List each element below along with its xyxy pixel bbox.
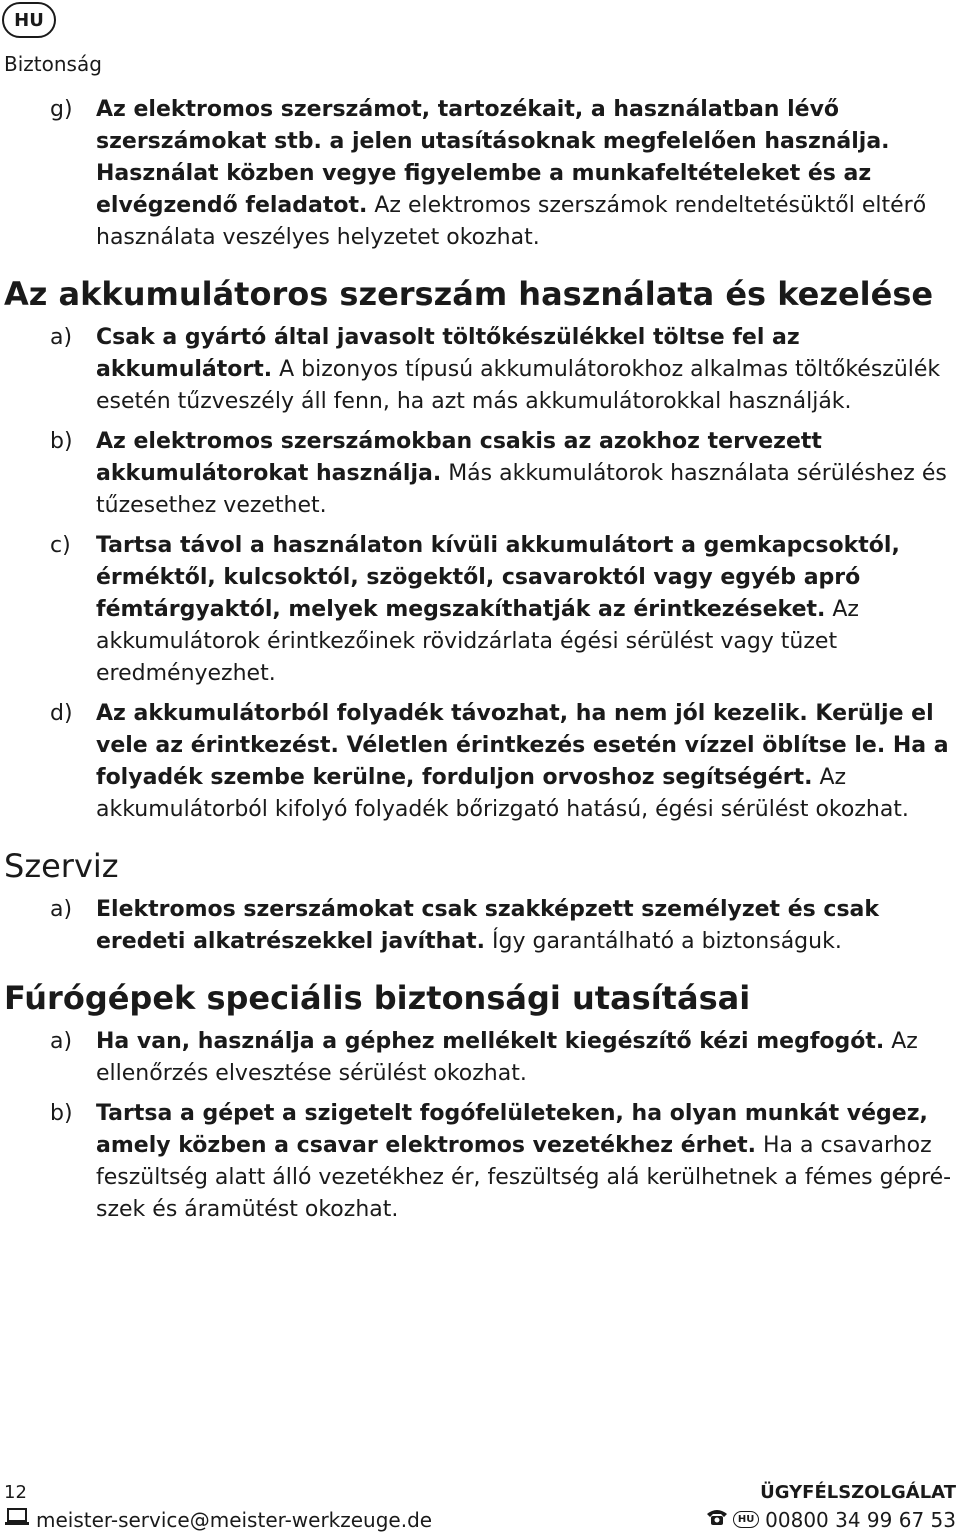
item-bold-text: Elektromos szerszámokat csak szakképzett személyzet és csak eredeti alkatrészekkel javíthat. xyxy=(96,897,880,954)
footer-phone xyxy=(705,1507,956,1532)
item-letter: d) xyxy=(50,701,73,726)
item-letter: a) xyxy=(50,897,73,922)
item-letter: c) xyxy=(50,533,71,558)
item-body xyxy=(96,698,958,826)
item-bold-text: Az elektromos szerszámokban csakis az azokhoz tervezett akkumulátorokat használja. xyxy=(96,429,822,486)
item-letter: b) xyxy=(50,429,73,454)
page-number: 12 xyxy=(4,1482,27,1503)
list-item xyxy=(0,1026,960,1090)
service-label: ÜGYFÉLSZOLGÁLAT xyxy=(760,1482,956,1503)
item-text: Az ellenőrzés elvesztése sérülést okozhat. xyxy=(96,1029,918,1086)
item-text: Így garantálható a biztonságuk. xyxy=(485,929,842,954)
item-bold-text: Tartsa a gépet a szigetelt fogófelületeken, ha olyan munkát végez, amely közben a csavar elektromos vezetékhez érhet. xyxy=(96,1101,928,1158)
item-text: A bizonyos típusú akkumulátorokhoz alkalmas töltőkészülék esetén tűzveszély áll fenn, ha azt más akkumulátorokkal használják. xyxy=(96,357,941,414)
item-bold-text: Az elektromos szerszámot, tartozékait, a használatban lévő szerszámokat stb. a jelen utasításoknak megfelelően használja. Használat közben vegye figyelembe a munkafeltételeket és az elvégzendő feladatot. xyxy=(96,97,890,218)
item-letter: a) xyxy=(50,325,73,350)
item-bold-text: Csak a gyártó által javasolt töltőkészülékkel töltse fel az akkumulátort. xyxy=(96,325,800,382)
list-item xyxy=(0,530,960,690)
item-text: Más akkumulátorok használata sérüléshez és tűzesethez vezethet. xyxy=(96,461,947,518)
item-body xyxy=(96,1026,958,1090)
item-text: Az elektromos szerszámok rendeltetésüktől eltérő használata veszélyes helyzetet okozhat. xyxy=(96,193,927,250)
item-text: Az akkumulátorból kifolyó folyadék bőrizgató hatású, égési sérülést okozhat. xyxy=(96,765,909,822)
list-item xyxy=(0,894,960,958)
item-body xyxy=(96,894,958,958)
section-label: Biztonság xyxy=(4,52,102,76)
list-item xyxy=(0,94,960,254)
phone-number: 00800 34 99 67 53 xyxy=(765,1507,956,1532)
email-link[interactable]: meister-service@meister-werkzeuge.de xyxy=(36,1507,433,1532)
item-bold-text: Tartsa távol a használaton kívüli akkumulátort a gemkapcsoktól, érméktől, kulcsoktól, szögektől, csavaroktól vagy egyéb apró fémtárgyaktól, melyek megszakíthatják az érintkezéseket. xyxy=(96,533,900,622)
laptop-icon xyxy=(4,1507,30,1532)
item-body xyxy=(96,530,958,690)
phone-country-badge: HU xyxy=(733,1511,759,1528)
item-letter: b) xyxy=(50,1101,73,1126)
list-item xyxy=(0,426,960,522)
section-title-service: Szerviz xyxy=(4,847,119,885)
list-item xyxy=(0,698,960,826)
item-body xyxy=(96,426,958,522)
section-title-drill: Fúrógépek speciális biztonsági utasításai xyxy=(4,979,751,1017)
item-text: Ha a csavarhoz feszültség alatt álló vezetékhez ér, feszültség alá kerülhetnek a fémes géprészek és áramütést okozhat. xyxy=(96,1133,952,1222)
item-body xyxy=(96,1098,958,1226)
telephone-icon xyxy=(705,1507,729,1532)
item-letter: g) xyxy=(50,97,73,122)
language-badge: HU xyxy=(2,2,56,38)
list-item xyxy=(0,322,960,418)
footer-email xyxy=(4,1507,432,1532)
item-body xyxy=(96,322,958,418)
list-item xyxy=(0,1098,960,1226)
item-letter: a) xyxy=(50,1029,73,1054)
item-bold-text: Az akkumulátorból folyadék távozhat, ha nem jól kezelik. Kerülje el vele az érintkezést. Véletlen érintkezés esetén vízzel öblítse le. Ha a folyadék szembe kerülne, forduljon orvoshoz segítségért. xyxy=(96,701,949,790)
item-text: Az akkumulátorok érintkezőinek rövidzárlata égési sérülést vagy tüzet eredményezhet. xyxy=(96,597,859,686)
item-bold-text: Ha van, használja a géphez mellékelt kiegészítő kézi megfogót. xyxy=(96,1029,885,1054)
main-content xyxy=(0,94,960,1234)
section-title-battery: Az akkumulátoros szerszám használata és kezelése xyxy=(4,275,934,313)
item-body xyxy=(96,94,958,254)
